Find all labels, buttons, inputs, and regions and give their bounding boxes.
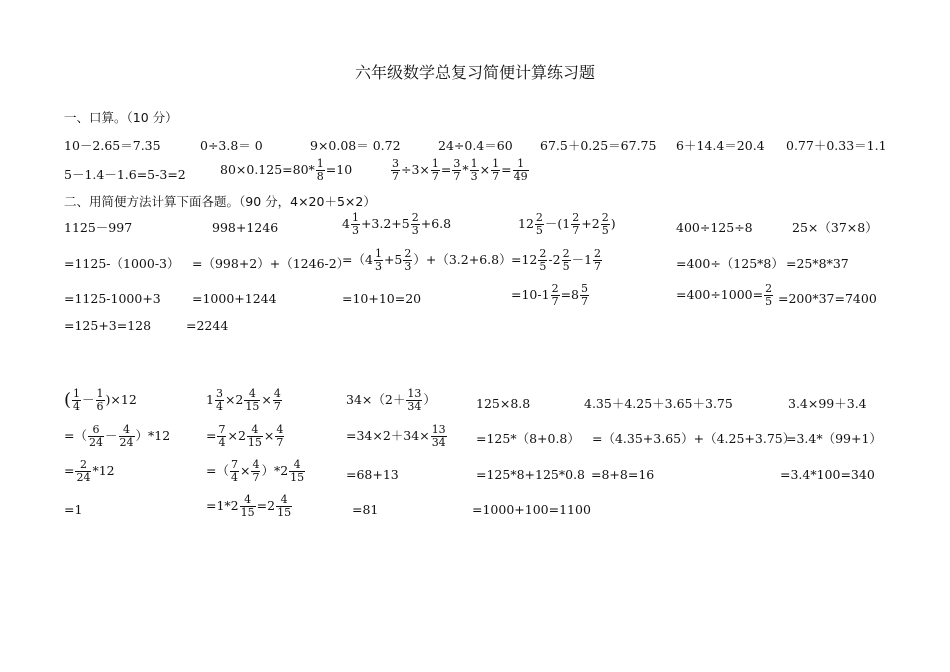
fraction: $\frac{1}{3}$ — [351, 211, 359, 237]
fraction: $\frac{3}{7}$ — [453, 157, 461, 183]
problem-10-line-1: 125×8.8 — [476, 396, 531, 411]
fraction: $\frac{2}{7}$ — [594, 247, 602, 273]
problem-5-line-1: 400÷125÷8 — [676, 220, 753, 235]
problem-10-line-2: =125*（8+0.8） — [476, 431, 580, 446]
problem-8-line-3: =（ $\frac{7}{4}$ × $\frac{4}{7}$ ）*2 $\frac{4}{15}$ — [206, 458, 305, 484]
fraction: $\frac{1}{3}$ — [470, 157, 478, 183]
problem-2-line-2: =（998+2）+（1246-2） — [192, 256, 350, 271]
problem-9-line-4: =81 — [352, 502, 379, 517]
fraction: $\frac{1}{7}$ — [492, 157, 500, 183]
problem-2-line-3: =1000+1244 — [192, 291, 277, 306]
problem-8-line-4: =1*2 $\frac{4}{15}$ =2 $\frac{4}{15}$ — [206, 493, 292, 519]
fraction: $\frac{3}{7}$ — [392, 157, 399, 183]
problem-2-line-4: =2244 — [186, 318, 229, 333]
oral-calc-3: 9×0.08＝ 0.72 — [310, 138, 401, 153]
problem-8-line-1: 1 $\frac{3}{4}$ ×2 $\frac{4}{15}$ × $\frac{4}{7}$ — [206, 387, 281, 413]
section2-header: 二、用简便方法计算下面各题。（90 分，4×20＋5×2） — [64, 194, 376, 209]
fraction: $\frac{4}{15}$ — [245, 387, 260, 413]
fraction: $\frac{4}{24}$ — [119, 423, 134, 449]
oral-calc-8: 5－1.4－1.6=5-3=2 — [64, 167, 186, 182]
problem-12-line-1: 3.4×99＋3.4 — [788, 396, 867, 411]
problem-1-line-4: =125+3=128 — [64, 318, 152, 333]
fraction: $\frac{2}{24}$ — [76, 458, 91, 484]
fraction: $\frac{4}{15}$ — [277, 493, 292, 519]
problem-6-line-3: =200*37=7400 — [778, 291, 877, 306]
problem-1-line-1: 1125－997 — [64, 220, 133, 235]
problem-6-line-1: 25×（37×8） — [792, 220, 878, 235]
fraction: $\frac{1}{49}$ — [513, 157, 528, 183]
fraction: $\frac{6}{24}$ — [88, 423, 103, 449]
fraction: $\frac{4}{7}$ — [276, 423, 284, 449]
fraction: $\frac{4}{15}$ — [240, 493, 255, 519]
problem-5-line-3: =400÷1000= $\frac{2}{5}$ — [676, 282, 773, 308]
fraction: $\frac{4}{7}$ — [273, 387, 281, 413]
problem-4-line-2: =12 $\frac{2}{5}$ -2 $\frac{2}{5}$ －1 $\frac{2}{7}$ — [511, 247, 602, 273]
problem-8-line-2: = $\frac{7}{4}$ ×2 $\frac{4}{15}$ × $\frac{4}{7}$ — [206, 423, 284, 449]
fraction: $\frac{7}{4}$ — [218, 423, 226, 449]
fraction: $\frac{3}{4}$ — [215, 387, 223, 413]
fraction: $\frac{4}{15}$ — [247, 423, 262, 449]
fraction: $\frac{1}{8}$ — [316, 157, 324, 183]
fraction: $\frac{1}{4}$ — [73, 387, 81, 413]
oral-calc-1: 10－2.65＝7.35 — [64, 138, 161, 153]
problem-7-line-1: ( $\frac{1}{4}$ － $\frac{1}{6}$ )×12 — [64, 387, 137, 413]
problem-12-line-3: =3.4*100=340 — [780, 467, 875, 482]
problem-7-line-3: = $\frac{2}{24}$ *12 — [64, 458, 115, 484]
problem-5-line-2: =400÷（125*8） — [676, 256, 784, 271]
fraction: $\frac{1}{3}$ — [374, 247, 382, 273]
fraction: $\frac{1}{7}$ — [431, 157, 439, 183]
problem-11-line-2: =（4.35+3.65）+（4.25+3.75） — [592, 431, 796, 446]
problem-9-line-1: 34×（2＋ $\frac{13}{34}$ ） — [346, 387, 436, 413]
oral-calc-5: 67.5＋0.25＝67.75 — [540, 138, 657, 153]
fraction: $\frac{2}{7}$ — [572, 211, 580, 237]
problem-4-line-3: =10-1 $\frac{2}{7}$ =8 $\frac{5}{7}$ — [511, 282, 588, 308]
fraction: $\frac{4}{15}$ — [290, 458, 305, 484]
oral-calc-9: 80×0.125=80* $\frac{1}{8}$ =10 — [220, 157, 353, 183]
section1-header: 一、口算。（10 分） — [64, 110, 178, 125]
oral-calc-6: 6＋14.4＝20.4 — [676, 138, 765, 153]
fraction: $\frac{2}{5}$ — [535, 211, 543, 237]
fraction: $\frac{2}{5}$ — [765, 282, 773, 308]
problem-9-line-2: =34×2＋34× $\frac{13}{34}$ — [346, 423, 446, 449]
problem-6-line-2: =25*8*37 — [786, 256, 849, 271]
problem-9-line-3: =68+13 — [346, 467, 399, 482]
problem-11-line-1: 4.35＋4.25＋3.65＋3.75 — [584, 396, 733, 411]
fraction: $\frac{2}{3}$ — [411, 211, 419, 237]
problem-1-line-3: =1125-1000+3 — [64, 291, 161, 306]
problem-3-line-1: 4 $\frac{1}{3}$ +3.2+5 $\frac{2}{3}$ +6.8 — [342, 211, 452, 237]
oral-calc-2: 0÷3.8＝ 0 — [200, 138, 263, 153]
problem-3-line-2: =（4 $\frac{1}{3}$ +5 $\frac{2}{3}$ ）+（3.2+6.8） — [342, 247, 512, 273]
problem-2-line-1: 998+1246 — [212, 220, 279, 235]
problem-10-line-3: =125*8+125*0.8 — [476, 467, 585, 482]
fraction: $\frac{5}{7}$ — [581, 282, 588, 308]
problem-1-line-2: =1125-（1000-3） — [64, 256, 180, 271]
fraction: $\frac{2}{5}$ — [562, 247, 570, 273]
fraction: $\frac{2}{3}$ — [404, 247, 412, 273]
problem-7-line-4: =1 — [64, 502, 83, 517]
fraction: $\frac{2}{5}$ — [539, 247, 547, 273]
fraction: $\frac{13}{34}$ — [431, 423, 446, 449]
page-title: 六年级数学总复习简便计算练习题 — [354, 63, 595, 82]
fraction: $\frac{13}{34}$ — [407, 387, 422, 413]
fraction: $\frac{2}{5}$ — [601, 211, 609, 237]
fraction: $\frac{7}{4}$ — [230, 458, 238, 484]
oral-calc-4: 24÷0.4＝60 — [438, 138, 513, 153]
problem-12-line-2: =3.4*（99+1） — [786, 431, 882, 446]
problem-10-line-4: =1000+100=1100 — [472, 502, 591, 517]
problem-7-line-2: =（ $\frac{6}{24}$ － $\frac{4}{24}$ ）*12 — [64, 423, 171, 449]
fraction: $\frac{1}{6}$ — [96, 387, 104, 413]
problem-4-line-1: 12 $\frac{2}{5}$ －(1 $\frac{2}{7}$ +2 $\frac{2}{5}$ ) — [518, 211, 616, 237]
oral-calc-7: 0.77＋0.33＝1.1 — [786, 138, 887, 153]
oral-calc-10: $\frac{3}{7}$ ÷3× $\frac{1}{7}$ = $\frac{3}{7}$ * $\frac{1}{3}$ × $\frac{1}{7}$ = $\frac{1}{49}$ — [392, 157, 528, 183]
problem-11-line-3: =8+8=16 — [591, 467, 655, 482]
fraction: $\frac{4}{7}$ — [252, 458, 260, 484]
problem-3-line-3: =10+10=20 — [342, 291, 422, 306]
fraction: $\frac{2}{7}$ — [551, 282, 559, 308]
